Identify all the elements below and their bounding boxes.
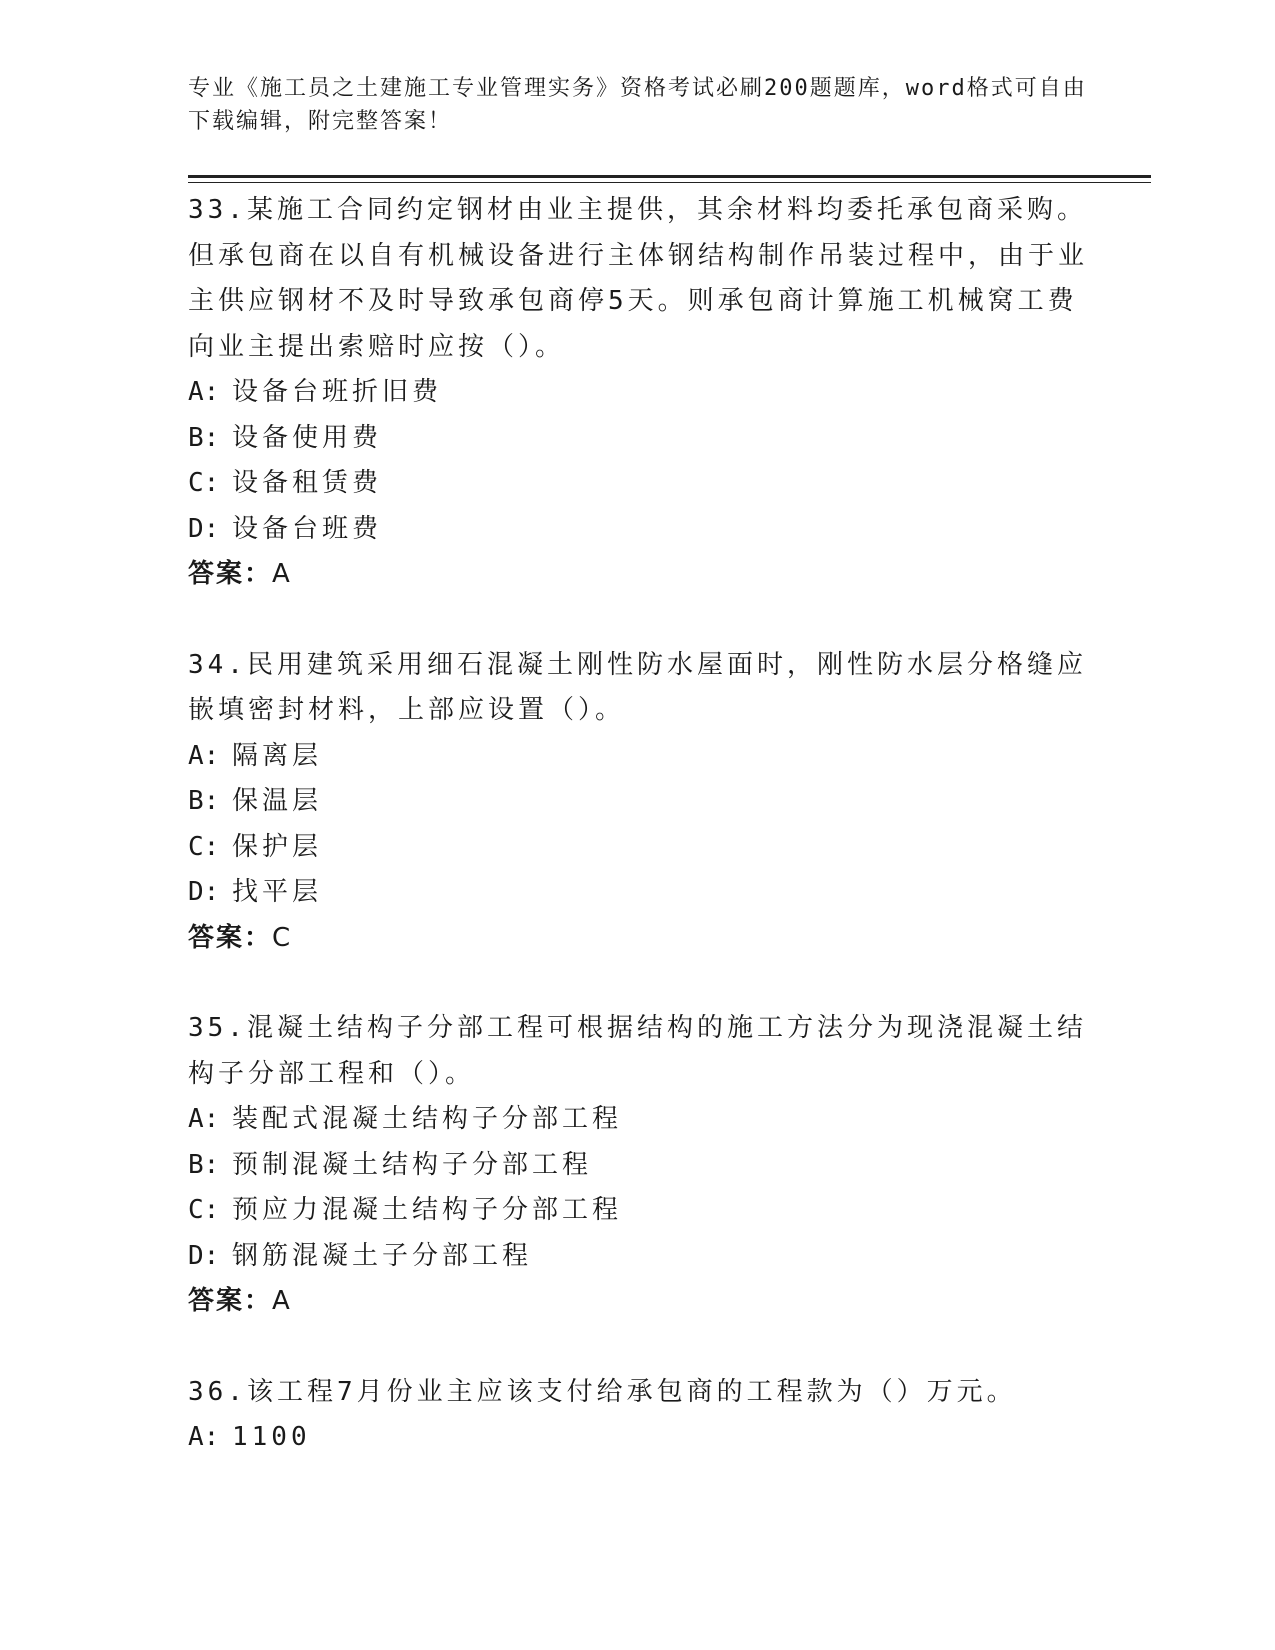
question-stem: 某施工合同约定钢材由业主提供，其余材料均委托承包商采购。但承包商在以自有机械设备进行主体钢结构制作吊装过程中，由于业主供应钢材不及时导致承包商停5天。则承包商计算施工机械窝工费向业主提出索赔时应按（）。 bbox=[188, 195, 1089, 362]
answer-line bbox=[188, 916, 1088, 962]
option-letter: B: bbox=[188, 422, 220, 453]
option-a bbox=[188, 1415, 1088, 1461]
question-36 bbox=[188, 1370, 1088, 1461]
question-stem: 混凝土结构子分部工程可根据结构的施工方法分为现浇混凝土结构子分部工程和（）。 bbox=[188, 1013, 1087, 1089]
option-letter: C: bbox=[188, 1195, 220, 1225]
question-text bbox=[188, 1006, 1088, 1097]
option-c bbox=[188, 461, 1088, 507]
question-number: 36. bbox=[188, 1376, 247, 1407]
question-list bbox=[188, 188, 1088, 1461]
option-b bbox=[188, 1143, 1088, 1189]
option-d bbox=[188, 1234, 1088, 1280]
option-d bbox=[188, 507, 1088, 553]
question-33 bbox=[188, 188, 1088, 598]
option-text: 设备租赁费 bbox=[232, 468, 383, 498]
option-c bbox=[188, 1188, 1088, 1234]
answer-value: A bbox=[272, 1286, 290, 1316]
header-divider-thin bbox=[188, 182, 1151, 183]
option-letter: B: bbox=[188, 1149, 220, 1180]
answer-label: 答案： bbox=[188, 1286, 273, 1316]
answer-label: 答案： bbox=[188, 559, 273, 589]
option-letter: B: bbox=[188, 786, 220, 816]
option-c bbox=[188, 825, 1088, 871]
question-number: 35. bbox=[188, 1013, 247, 1043]
question-stem: 民用建筑采用细石混凝土刚性防水屋面时，刚性防水层分格缝应嵌填密封材料，上部应设置（）。 bbox=[188, 649, 1087, 725]
answer-line bbox=[188, 1279, 1088, 1325]
option-letter: D: bbox=[188, 1240, 220, 1271]
option-a bbox=[188, 1097, 1088, 1143]
answer-label: 答案： bbox=[188, 922, 273, 953]
document-header bbox=[188, 72, 1088, 138]
option-letter: C: bbox=[188, 468, 220, 498]
option-text: 保护层 bbox=[232, 831, 323, 862]
option-d bbox=[188, 870, 1088, 916]
option-text: 装配式混凝土结构子分部工程 bbox=[232, 1104, 623, 1134]
option-text: 钢筋混凝土子分部工程 bbox=[232, 1240, 533, 1271]
question-text bbox=[188, 1370, 1088, 1416]
question-34 bbox=[188, 643, 1088, 962]
answer-value: C bbox=[272, 922, 291, 953]
header-divider-thick bbox=[188, 175, 1151, 178]
option-letter: D: bbox=[188, 513, 220, 544]
option-letter: A: bbox=[188, 740, 220, 771]
header-title: 专业《施工员之土建施工专业管理实务》资格考试必刷200题题库，word格式可自由下载编辑，附完整答案！ bbox=[188, 76, 1087, 134]
option-letter: A: bbox=[188, 1104, 220, 1134]
option-text: 预应力混凝土结构子分部工程 bbox=[232, 1195, 623, 1225]
option-a bbox=[188, 370, 1088, 416]
question-stem: 该工程7月份业主应该支付给承包商的工程款为（）万元。 bbox=[246, 1376, 1017, 1407]
option-text: 预制混凝土结构子分部工程 bbox=[232, 1149, 593, 1180]
option-letter: C: bbox=[188, 831, 220, 862]
option-b bbox=[188, 779, 1088, 825]
answer-line bbox=[188, 552, 1088, 598]
question-text bbox=[188, 643, 1088, 734]
option-b bbox=[188, 416, 1088, 462]
option-letter: A: bbox=[188, 377, 220, 407]
question-text bbox=[188, 188, 1088, 370]
option-text: 隔离层 bbox=[232, 740, 323, 771]
option-text: 设备台班费 bbox=[232, 513, 383, 544]
option-letter: D: bbox=[188, 877, 220, 907]
option-text: 1100 bbox=[232, 1422, 311, 1452]
option-text: 保温层 bbox=[232, 786, 323, 816]
option-letter: A: bbox=[188, 1422, 220, 1452]
question-number: 33. bbox=[188, 195, 247, 225]
question-number: 34. bbox=[188, 649, 247, 680]
answer-value: A bbox=[272, 559, 290, 589]
option-a bbox=[188, 734, 1088, 780]
option-text: 找平层 bbox=[232, 877, 323, 907]
option-text: 设备台班折旧费 bbox=[232, 377, 443, 407]
question-35 bbox=[188, 1006, 1088, 1325]
option-text: 设备使用费 bbox=[232, 422, 383, 453]
